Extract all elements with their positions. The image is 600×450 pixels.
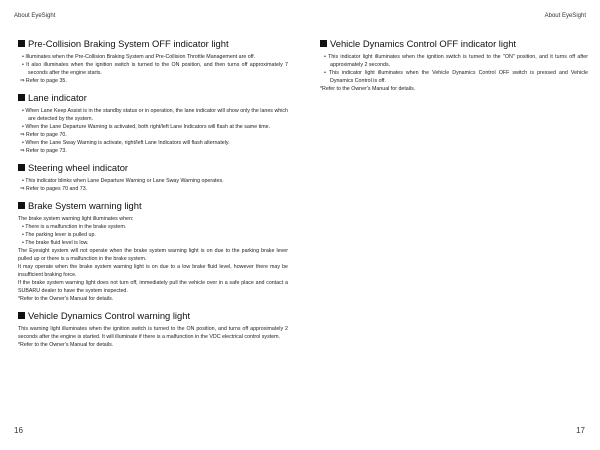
manual-note: *Refer to the Owner's Manual for details. — [18, 296, 114, 302]
left-page-column — [18, 38, 288, 356]
manual-note: *Refer to the Owner's Manual for details. — [320, 86, 416, 92]
section-heading-text: Pre-Collision Braking System OFF indicator light — [28, 38, 229, 49]
paragraph: This warning light illuminates when the ignition switch is turned to the ON position, and turns off approximately 2 seconds after the engine is started. It will illuminate if there is a malfunction in the VDC electrical control system. — [18, 326, 288, 340]
section-heading — [18, 200, 288, 211]
square-bullet-icon — [18, 40, 25, 47]
page-reference: ⇒ Refer to pages 70 and 73. — [20, 186, 88, 192]
section-heading — [18, 310, 288, 321]
section-heading-text: Lane indicator — [28, 92, 87, 103]
bullet-item: • This indicator light illuminates when the ignition switch is turned to the "ON" position, and it turns off after approximately 2 seconds. — [324, 54, 588, 68]
square-bullet-icon — [18, 94, 25, 101]
section-heading-text: Steering wheel indicator — [28, 162, 129, 173]
section-steering-wheel-indicator — [18, 162, 288, 193]
right-page-column — [320, 38, 588, 100]
bullet-item: • There is a malfunction in the brake system. — [22, 224, 127, 230]
square-bullet-icon — [320, 40, 327, 47]
running-header-right: About EyeSight — [544, 13, 586, 19]
page-reference: ⇒ Refer to page 70. — [20, 132, 67, 138]
page-number-right: 17 — [576, 426, 585, 435]
bullet-item: • It also illuminates when the ignition switch is turned to the ON position, and then turns off approximately 7 seconds after the engine starts. — [22, 62, 288, 76]
bullet-item: • This indicator blinks when Lane Departure Warning or Lane Sway Warning operates. — [22, 178, 224, 184]
bullet-item: • This indicator light illuminates when the Vehicle Dynamics Control OFF switch is pressed and Vehicle Dynamics Control is off. — [324, 70, 589, 84]
section-heading-text: Brake System warning light — [28, 200, 142, 211]
section-vdc-off — [320, 38, 588, 93]
square-bullet-icon — [18, 202, 25, 209]
section-heading-text: Vehicle Dynamics Control OFF indicator light — [330, 38, 517, 49]
page-reference: ⇒ Refer to page 73. — [20, 148, 67, 154]
square-bullet-icon — [18, 312, 25, 319]
paragraph: The brake system warning light illuminates when: — [18, 216, 134, 222]
paragraph: The Eyesight system will not operate when the brake system warning light is on due to the parking brake lever pulled up or there is a malfunction in the brake system. — [18, 248, 288, 262]
page-reference: ⇒ Refer to page 35. — [20, 78, 67, 84]
section-vdc-warning — [18, 310, 288, 349]
bullet-item: • The parking lever is pulled up. — [22, 232, 96, 238]
paragraph: If the brake system warning light does not turn off, immediately pull the vehicle over in a safe place and contact a SUBARU dealer to have the system inspected. — [18, 280, 288, 294]
section-heading — [18, 162, 288, 173]
section-brake-system-warning — [18, 200, 288, 303]
page-number-left: 16 — [14, 426, 23, 435]
manual-note: *Refer to the Owner's Manual for details. — [18, 342, 114, 348]
bullet-item: • When Lane Keep Assist is in the standby status or in operation, the lane indicator will show only the lanes which are detected by the system. — [22, 108, 288, 122]
bullet-item: • When the Lane Departure Warning is activated, both right/left Lane Indicators will flash at the same time. — [22, 124, 271, 130]
section-heading-text: Vehicle Dynamics Control warning light — [28, 310, 191, 321]
section-heading — [18, 92, 288, 103]
paragraph: It may operate when the brake system warning light is on due to a low brake fluid level, however there may be insufficient braking force. — [18, 264, 288, 278]
square-bullet-icon — [18, 164, 25, 171]
section-heading — [18, 38, 288, 49]
section-lane-indicator — [18, 92, 288, 155]
bullet-item: • The brake fluid level is low. — [22, 240, 89, 246]
bullet-item: • Illuminates when the Pre-Collision Braking System and Pre-Collision Throttle Management are off. — [22, 54, 256, 60]
section-heading — [320, 38, 588, 49]
section-pcb-off — [18, 38, 288, 85]
bullet-item: • When the Lane Sway Warning is activate, right/left Lane Indicators will flash alternately. — [22, 140, 230, 146]
running-header-left: About EyeSight — [14, 13, 56, 19]
